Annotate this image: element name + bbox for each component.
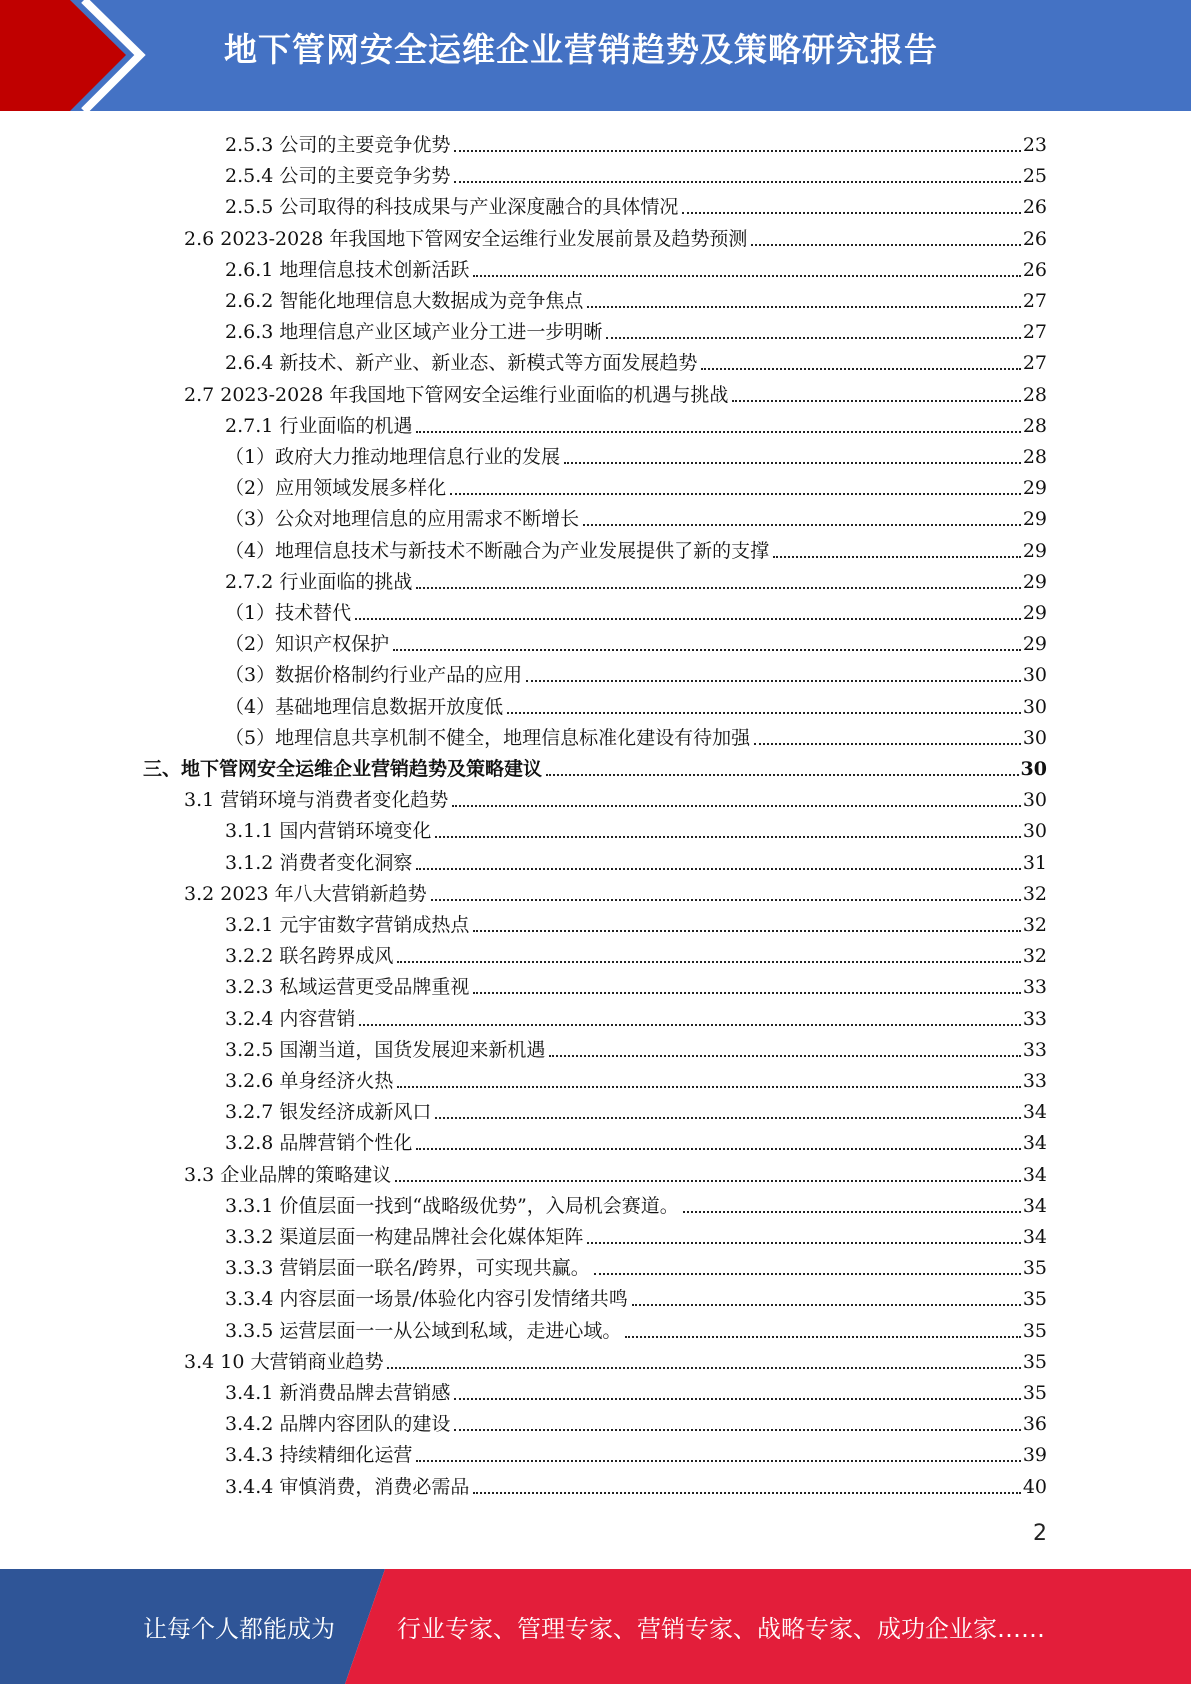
toc-dot-leader — [701, 368, 1020, 370]
toc-entry[interactable] — [225, 596, 1047, 626]
toc-entry-title: 2.7.1 行业面临的机遇 — [225, 414, 413, 437]
toc-entry[interactable] — [225, 346, 1047, 376]
toc-dot-leader — [549, 1055, 1020, 1057]
toc-entry[interactable] — [225, 721, 1047, 751]
toc-dot-leader — [773, 556, 1021, 558]
toc-dot-leader — [416, 868, 1020, 870]
toc-entry[interactable] — [225, 1407, 1047, 1437]
toc-dot-leader — [416, 431, 1020, 433]
toc-entry-title: 3.2.5 国潮当道，国货发展迎来新机遇 — [225, 1038, 546, 1061]
toc-entry-title: （1）政府大力推动地理信息行业的发展 — [225, 446, 561, 468]
report-title: 地下管网安全运维企业营销趋势及策略研究报告 — [224, 30, 938, 69]
toc-entry-page: 35 — [1022, 1288, 1047, 1311]
toc-dot-leader — [473, 275, 1020, 277]
toc-entry-page: 23 — [1022, 134, 1047, 156]
toc-dot-leader — [682, 212, 1020, 214]
toc-entry[interactable] — [225, 128, 1047, 158]
toc-entry-title: 3.4.3 持续精细化运营 — [225, 1444, 413, 1467]
toc-entry[interactable] — [225, 908, 1047, 938]
toc-entry-page: 29 — [1022, 602, 1047, 624]
toc-entry-page: 30 — [1022, 695, 1047, 718]
toc-dot-leader — [452, 805, 1021, 807]
toc-dot-leader — [435, 1117, 1020, 1119]
toc-entry-page: 29 — [1022, 570, 1047, 593]
toc-entry-page: 26 — [1022, 227, 1047, 250]
toc-entry-title: 3.4.1 新消费品牌去营销感 — [225, 1382, 451, 1404]
toc-entry-page: 30 — [1022, 789, 1047, 812]
toc-entry-page: 35 — [1022, 1257, 1047, 1280]
toc-entry[interactable] — [225, 1064, 1047, 1094]
toc-entry-title: 3.3.4 内容层面一场景/体验化内容引发情绪共鸣 — [225, 1288, 628, 1311]
toc-entry-page: 29 — [1022, 508, 1047, 531]
toc-entry-title: 2.6.2 智能化地理信息大数据成为竞争焦点 — [225, 290, 584, 312]
toc-dot-leader — [583, 524, 1021, 526]
toc-entry[interactable] — [225, 658, 1047, 688]
toc-entry-page: 35 — [1022, 1319, 1047, 1342]
toc-entry-page: 27 — [1022, 290, 1047, 312]
toc-entry-page: 29 — [1022, 633, 1047, 656]
toc-dot-leader — [454, 1429, 1020, 1431]
toc-entry-title: 2.6 2023-2028 年我国地下管网安全运维行业发展前景及趋势预测 — [184, 227, 748, 250]
toc-entry-page: 32 — [1022, 882, 1047, 905]
toc-entry-page: 32 — [1022, 914, 1047, 936]
toc-entry[interactable] — [225, 284, 1047, 314]
toc-entry-page: 33 — [1022, 976, 1047, 999]
toc-entry-page: 33 — [1022, 1070, 1047, 1092]
toc-dot-leader — [587, 1242, 1020, 1244]
toc-entry-title: （5）地理信息共享机制不健全，地理信息标准化建设有待加强 — [225, 726, 751, 749]
toc-entry-title: 2.6.3 地理信息产业区域产业分工进一步明晰 — [225, 321, 603, 344]
toc-dot-leader — [526, 680, 1021, 682]
toc-entry-title: 3.3.3 营销层面一联名/跨界，可实现共赢。 — [225, 1257, 590, 1280]
toc-dot-leader — [454, 1398, 1020, 1400]
toc-entry-title: 3.2.7 银发经济成新风口 — [225, 1101, 432, 1124]
toc-entry-title: 2.7.2 行业面临的挑战 — [225, 570, 413, 593]
toc-dot-leader — [395, 1180, 1021, 1182]
toc-entry-title: 3.2.6 单身经济火热 — [225, 1070, 394, 1092]
toc-entry[interactable] — [225, 534, 1047, 564]
toc-dot-leader — [632, 1304, 1021, 1306]
toc-entry-title: 3.4.4 审慎消费，消费必需品 — [225, 1475, 470, 1498]
toc-entry-page: 34 — [1022, 1194, 1047, 1217]
toc-entry[interactable] — [225, 471, 1047, 501]
toc-entry-page: 30 — [1022, 664, 1047, 687]
toc-entry[interactable] — [225, 1438, 1047, 1468]
toc-entry-page: 29 — [1022, 539, 1047, 562]
toc-entry-page: 27 — [1022, 352, 1047, 375]
toc-entry[interactable] — [225, 565, 1047, 595]
toc-entry[interactable] — [225, 190, 1047, 220]
page-header — [0, 0, 1191, 111]
toc-dot-leader — [587, 306, 1020, 308]
toc-entry[interactable] — [184, 783, 1047, 813]
toc-dot-leader — [393, 649, 1021, 651]
toc-dot-leader — [431, 899, 1021, 901]
toc-dot-leader — [397, 1086, 1020, 1088]
toc-entry-title: 3.2.4 内容营销 — [225, 1007, 356, 1030]
toc-entry-page: 32 — [1022, 945, 1047, 968]
toc-entry-page: 35 — [1022, 1350, 1047, 1373]
toc-entry[interactable] — [184, 222, 1047, 252]
toc-entry-page: 26 — [1022, 196, 1047, 219]
toc-dot-leader — [473, 930, 1020, 932]
toc-entry[interactable] — [225, 1376, 1047, 1406]
toc-dot-leader — [754, 743, 1021, 745]
toc-entry-page: 34 — [1022, 1101, 1047, 1124]
toc-entry-page: 34 — [1022, 1226, 1047, 1248]
toc-dot-leader — [732, 400, 1020, 402]
toc-entry-title: 2.6.4 新技术、新产业、新业态、新模式等方面发展趋势 — [225, 352, 698, 375]
toc-dot-leader — [751, 244, 1020, 246]
toc-entry[interactable] — [225, 253, 1047, 283]
toc-entry-title: 3.4 10 大营销商业趋势 — [184, 1350, 384, 1373]
toc-entry[interactable] — [225, 846, 1047, 876]
toc-entry-page: 28 — [1022, 383, 1047, 406]
toc-entry[interactable] — [225, 627, 1047, 657]
toc-entry[interactable] — [225, 970, 1047, 1000]
toc-dot-leader — [355, 618, 1021, 620]
toc-entry-page: 30 — [1020, 758, 1047, 780]
toc-dot-leader — [359, 1024, 1020, 1026]
toc-dot-leader — [416, 1460, 1020, 1462]
toc-entry-title: 3.4.2 品牌内容团队的建设 — [225, 1413, 451, 1436]
footer-slogan-right: 行业专家、管理专家、营销专家、战略专家、成功企业家…… — [397, 1615, 1045, 1643]
toc-entry[interactable] — [184, 1345, 1047, 1375]
toc-entry[interactable] — [225, 1314, 1047, 1344]
toc-dot-leader — [594, 1273, 1021, 1275]
toc-entry-title: 3.3.2 渠道层面一构建品牌社会化媒体矩阵 — [225, 1226, 584, 1248]
toc-dot-leader — [564, 462, 1021, 464]
toc-entry-page: 34 — [1022, 1132, 1047, 1155]
toc-entry-title: 三、地下管网安全运维企业营销趋势及策略建议 — [143, 758, 543, 780]
toc-entry[interactable] — [225, 440, 1047, 470]
toc-entry[interactable] — [225, 1189, 1047, 1219]
toc-entry-page: 33 — [1022, 1038, 1047, 1061]
toc-entry[interactable] — [225, 1002, 1047, 1032]
toc-entry-title: 3.1 营销环境与消费者变化趋势 — [184, 789, 449, 812]
footer-slogan-left: 让每个人都能成为 — [143, 1615, 335, 1643]
toc-entry-title: 3.1.1 国内营销环境变化 — [225, 820, 432, 843]
toc-entry-title: 2.6.1 地理信息技术创新活跃 — [225, 258, 470, 281]
toc-entry-title: （4）基础地理信息数据开放度低 — [225, 695, 504, 718]
toc-entry-title: 3.2.1 元宇宙数字营销成热点 — [225, 914, 470, 936]
toc-entry-title: 2.7 2023-2028 年我国地下管网安全运维行业面临的机遇与挑战 — [184, 383, 729, 406]
toc-entry-page: 28 — [1022, 414, 1047, 437]
toc-entry[interactable] — [143, 752, 1047, 782]
toc-entry-title: 3.2 2023 年八大营销新趋势 — [184, 882, 427, 905]
toc-entry[interactable] — [225, 315, 1047, 345]
toc-entry[interactable] — [225, 1251, 1047, 1281]
toc-entry[interactable] — [184, 378, 1047, 408]
toc-entry[interactable] — [184, 1158, 1047, 1188]
toc-dot-leader — [454, 150, 1020, 152]
toc-entry-page: 36 — [1022, 1413, 1047, 1436]
toc-entry-page: 39 — [1022, 1444, 1047, 1467]
toc-dot-leader — [416, 587, 1020, 589]
toc-entry-page: 31 — [1022, 851, 1047, 874]
toc-entry[interactable] — [225, 1220, 1047, 1250]
toc-entry-page: 40 — [1022, 1475, 1047, 1498]
toc-entry-title: 2.5.4 公司的主要竞争劣势 — [225, 165, 451, 188]
toc-entry-title: （4）地理信息技术与新技术不断融合为产业发展提供了新的支撑 — [225, 539, 770, 562]
toc-entry-title: 2.5.3 公司的主要竞争优势 — [225, 134, 451, 156]
toc-entry-page: 28 — [1022, 446, 1047, 468]
toc-dot-leader — [454, 181, 1020, 183]
toc-entry-title: 3.1.2 消费者变化洞察 — [225, 851, 413, 874]
toc-entry-title: （1）技术替代 — [225, 602, 352, 624]
toc-entry-title: （2）知识产权保护 — [225, 633, 390, 656]
toc-entry[interactable] — [225, 1282, 1047, 1312]
toc-entry-title: 3.2.2 联名跨界成风 — [225, 945, 394, 968]
toc-entry-title: （2）应用领域发展多样化 — [225, 477, 447, 500]
toc-entry[interactable] — [225, 1126, 1047, 1156]
toc-dot-leader — [387, 1367, 1020, 1369]
toc-dot-leader — [606, 337, 1020, 339]
toc-entry-page: 29 — [1022, 477, 1047, 500]
toc-entry-page: 25 — [1022, 165, 1047, 188]
toc-entry[interactable] — [225, 159, 1047, 189]
toc-dot-leader — [397, 961, 1020, 963]
toc-dot-leader — [546, 774, 1019, 776]
toc-entry[interactable] — [225, 690, 1047, 720]
page-footer — [0, 1569, 1191, 1684]
toc-dot-leader — [473, 992, 1020, 994]
toc-entry[interactable] — [225, 1033, 1047, 1063]
toc-dot-leader — [435, 836, 1020, 838]
toc-entry-title: 3.3 企业品牌的策略建议 — [184, 1163, 392, 1186]
toc-entry-title: 3.2.8 品牌营销个性化 — [225, 1132, 413, 1155]
toc-entry-title: 3.3.5 运营层面一一从公域到私域，走进心域。 — [225, 1319, 622, 1342]
toc-dot-leader — [473, 1492, 1020, 1494]
toc-entry-page: 34 — [1022, 1163, 1047, 1186]
toc-entry-page: 26 — [1022, 258, 1047, 281]
toc-entry-page: 35 — [1022, 1382, 1047, 1404]
toc-entry-title: （3）数据价格制约行业产品的应用 — [225, 664, 523, 687]
toc-entry[interactable] — [225, 502, 1047, 532]
toc-entry[interactable] — [225, 814, 1047, 844]
toc-entry-page: 30 — [1022, 726, 1047, 749]
toc-entry-title: 3.2.3 私域运营更受品牌重视 — [225, 976, 470, 999]
toc-entry[interactable] — [225, 409, 1047, 439]
toc-dot-leader — [625, 1336, 1020, 1338]
toc-entry-title: 3.3.1 价值层面一找到“战略级优势”，入局机会赛道。 — [225, 1194, 679, 1217]
toc-entry[interactable] — [184, 877, 1047, 907]
toc-entry-page: 30 — [1022, 820, 1047, 843]
toc-entry-page: 27 — [1022, 321, 1047, 344]
toc-entry[interactable] — [225, 1095, 1047, 1125]
page-number: 2 — [1033, 1521, 1047, 1546]
toc-entry[interactable] — [225, 1470, 1047, 1500]
toc-dot-leader — [416, 1148, 1020, 1150]
toc-dot-leader — [683, 1211, 1021, 1213]
toc-entry-title: 2.5.5 公司取得的科技成果与产业深度融合的具体情况 — [225, 196, 679, 219]
header-arrow-decoration — [0, 0, 160, 111]
toc-dot-leader — [450, 493, 1021, 495]
toc-dot-leader — [507, 712, 1021, 714]
toc-entry[interactable] — [225, 939, 1047, 969]
toc-entry-page: 33 — [1022, 1007, 1047, 1030]
toc-entry-title: （3）公众对地理信息的应用需求不断增长 — [225, 508, 580, 531]
